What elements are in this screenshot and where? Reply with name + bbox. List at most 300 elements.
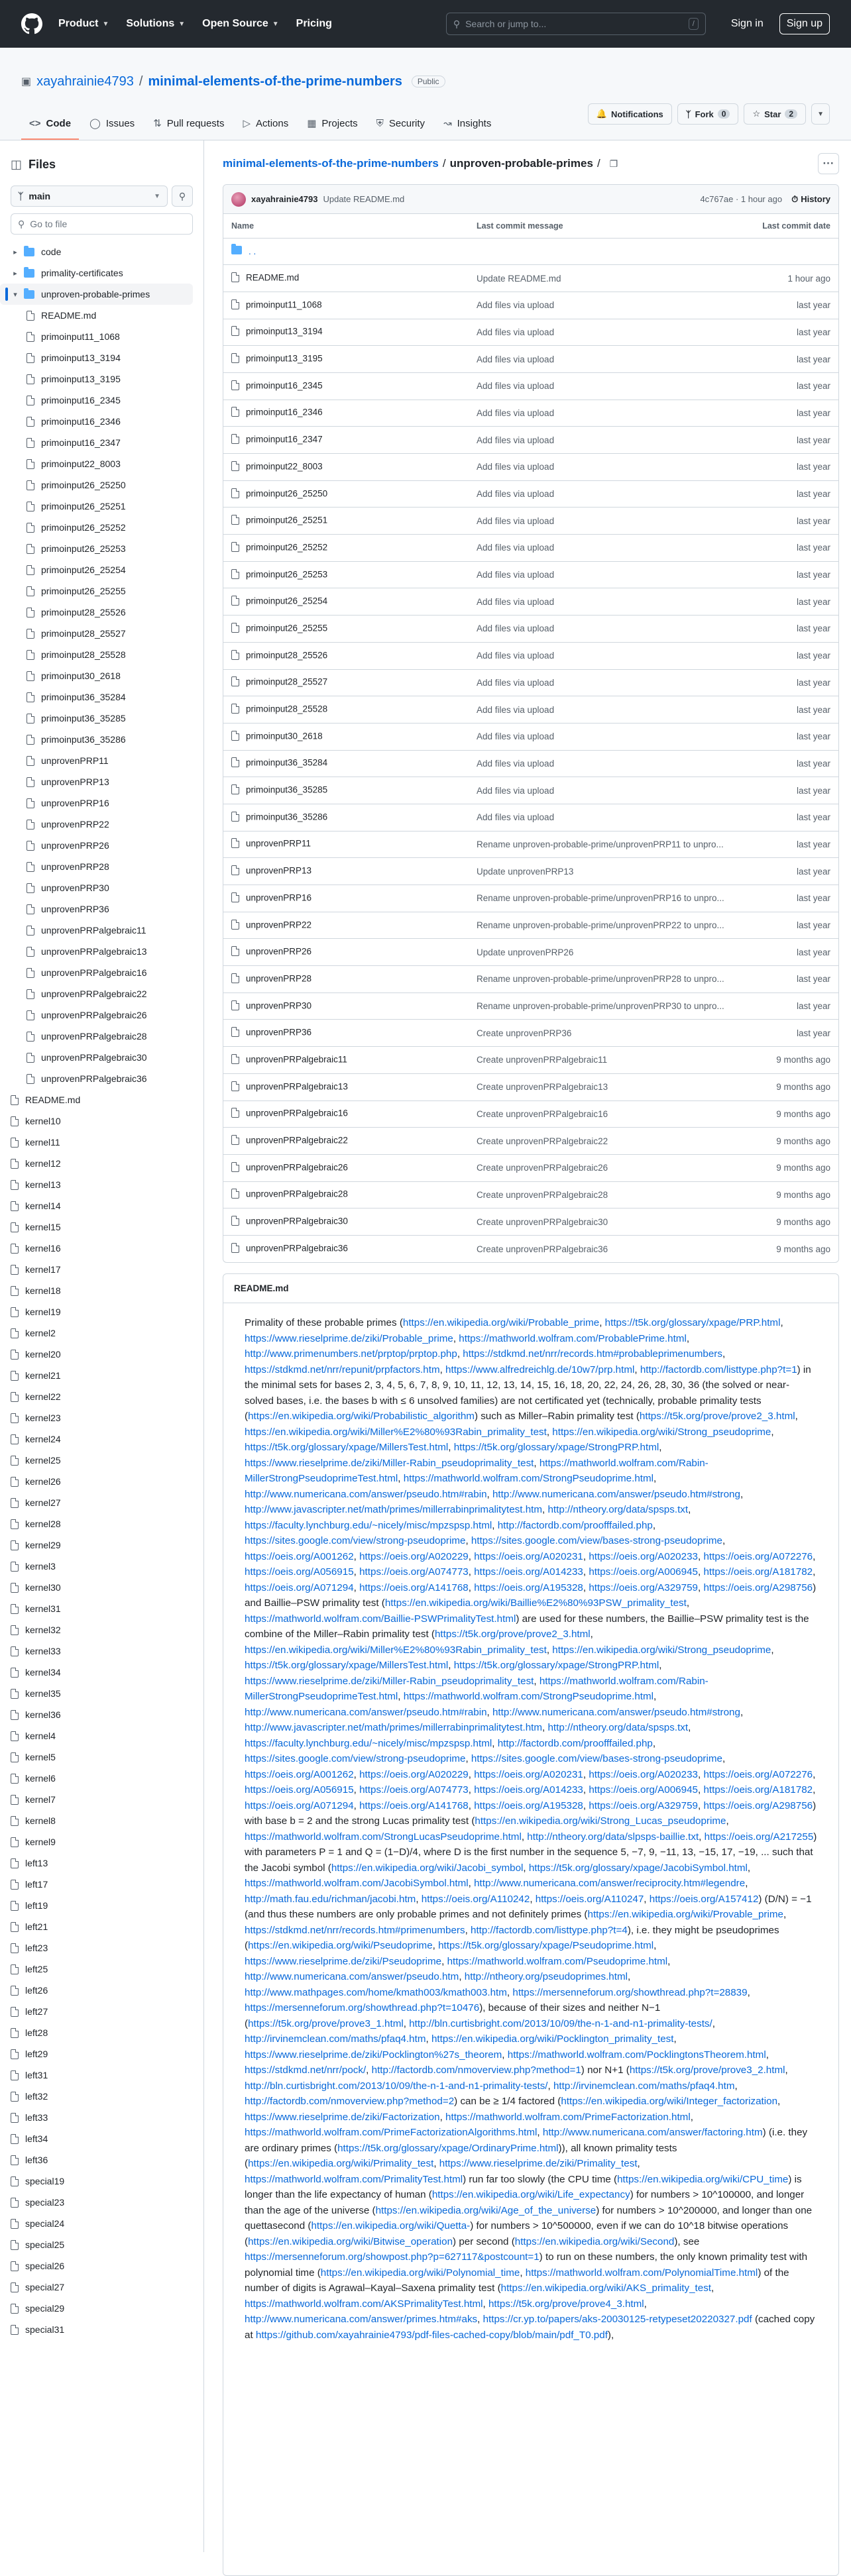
tab-insights[interactable] (435, 109, 499, 140)
commit-message-link[interactable]: Rename unproven-probable-prime/unprovenPRP28 to unpro... (477, 974, 724, 985)
tree-file[interactable] (0, 1047, 193, 1068)
commit-message-link[interactable]: Rename unproven-probable-prime/unprovenPRP16 to unpro... (477, 893, 724, 904)
tree-file[interactable] (0, 1789, 193, 1810)
tree-file[interactable] (0, 920, 193, 941)
tree-file[interactable] (0, 538, 193, 559)
tree-file[interactable] (0, 602, 193, 623)
readme-link[interactable]: https://oeis.org/A056915 (245, 1566, 354, 1578)
readme-link[interactable]: http://www.numericana.com/answer/primes.htm#aks (245, 2314, 478, 2326)
table-row[interactable] (223, 804, 838, 831)
tree-file[interactable] (0, 1068, 193, 1089)
tab-security[interactable] (369, 109, 433, 140)
readme-link[interactable]: https://t5k.org/prove/prove3_1.html (248, 2017, 404, 2029)
commit-message-link[interactable]: Create unprovenPRP36 (477, 1028, 572, 1038)
file-name-link[interactable]: unprovenPRPalgebraic16 (246, 1108, 348, 1118)
readme-link[interactable]: https://en.wikipedia.org/wiki/Probabilistic_algorithm (248, 1411, 475, 1422)
tree-file[interactable] (0, 2107, 193, 2128)
readme-link[interactable]: https://oeis.org/A298756 (703, 1799, 813, 1811)
readme-link[interactable]: https://en.wikipedia.org/wiki/Quetta- (311, 2220, 471, 2232)
tree-file[interactable] (0, 1110, 193, 1132)
readme-link[interactable]: https://oeis.org/A071294 (245, 1582, 354, 1593)
tree-file[interactable] (0, 2149, 193, 2171)
file-name-link[interactable]: primoinput26_25251 (246, 515, 328, 525)
tab-code[interactable] (21, 109, 79, 140)
avatar[interactable] (231, 192, 246, 207)
table-row[interactable] (223, 723, 838, 750)
table-row[interactable] (223, 400, 838, 427)
tree-file[interactable] (0, 2192, 193, 2213)
readme-link[interactable]: https://stdkmd.net/nrr/pock/ (245, 2065, 367, 2076)
readme-link[interactable]: https://en.wikipedia.org/wiki/Pocklington_primality_test (431, 2033, 674, 2045)
readme-link[interactable]: https://t5k.org/glossary/xpage/JacobiSymbol.html (528, 1862, 748, 1874)
commit-message-link[interactable]: Add files via upload (477, 596, 555, 607)
file-name-link[interactable]: primoinput22_8003 (246, 461, 323, 472)
readme-link[interactable]: https://oeis.org/A014233 (474, 1566, 583, 1578)
tree-file[interactable] (0, 580, 193, 602)
tree-file[interactable] (0, 1980, 193, 2001)
table-row[interactable] (223, 292, 838, 319)
file-name-link[interactable]: primoinput36_35286 (246, 812, 328, 822)
nav-pricing[interactable] (296, 18, 332, 30)
tree-file[interactable] (0, 1640, 193, 1662)
commit-message-link[interactable]: Create unprovenPRPalgebraic11 (477, 1055, 608, 1065)
tree-file[interactable] (0, 347, 193, 368)
tree-file[interactable] (0, 1577, 193, 1598)
readme-link[interactable]: https://en.wikipedia.org/wiki/Integer_factorization (561, 2096, 778, 2108)
readme-link[interactable]: https://t5k.org/glossary/xpage/StrongPRP.html (453, 1660, 659, 1672)
commit-message-link[interactable]: Add files via upload (477, 651, 555, 661)
table-row[interactable] (223, 1181, 838, 1208)
file-name-link[interactable]: primoinput26_25252 (246, 542, 328, 553)
readme-link[interactable]: https://www.rieselprime.de/ziki/Pocklington%27s_theorem (245, 2049, 502, 2061)
commit-message-link[interactable]: Add files via upload (477, 515, 555, 526)
commit-message-link[interactable]: Create unprovenPRPalgebraic26 (477, 1163, 608, 1173)
readme-title[interactable]: README.md (234, 1283, 289, 1294)
readme-link[interactable]: https://oeis.org/A110247 (535, 1893, 644, 1905)
commit-message-link[interactable]: Update unprovenPRP26 (477, 947, 574, 957)
tree-file[interactable] (0, 1322, 193, 1344)
tree-file[interactable] (0, 517, 193, 538)
commit-message-link[interactable]: Add files via upload (477, 354, 555, 364)
readme-link[interactable]: https://sites.google.com/view/strong-pseudoprime (245, 1753, 466, 1765)
table-row[interactable] (223, 858, 838, 885)
tree-file[interactable] (0, 941, 193, 962)
readme-link[interactable]: https://www.rieselprime.de/ziki/Miller-Rabin_pseudoprimality_test (245, 1675, 534, 1687)
chevron-down-icon[interactable]: ▾ (13, 290, 17, 299)
table-row[interactable] (223, 831, 838, 858)
fork-button[interactable] (677, 103, 739, 125)
readme-link[interactable]: http://math.fau.edu/richman/jacobi.htm (245, 1893, 416, 1905)
tree-file[interactable] (0, 1874, 193, 1895)
tree-file[interactable] (0, 1683, 193, 1704)
file-name-link[interactable]: unprovenPRPalgebraic36 (246, 1243, 348, 1254)
tree-file[interactable] (0, 1852, 193, 1874)
readme-link[interactable]: https://oeis.org/A298756 (703, 1582, 813, 1593)
file-name-link[interactable]: primoinput36_35284 (246, 757, 328, 768)
tree-file[interactable] (0, 792, 193, 814)
commit-message-link[interactable]: Add files via upload (477, 570, 555, 580)
file-name-link[interactable]: primoinput26_25254 (246, 596, 328, 606)
readme-link[interactable]: http://factordb.com/proofffailed.php (497, 1737, 653, 1749)
readme-link[interactable]: https://stdkmd.net/nrr/repunit/prpfactors.htm (245, 1364, 440, 1375)
star-button[interactable] (744, 103, 806, 125)
tree-file[interactable] (0, 962, 193, 983)
readme-link[interactable]: http://www.primenumbers.net/prptop/prptop.php (245, 1348, 457, 1360)
commit-message-link[interactable]: Add files via upload (477, 758, 555, 769)
global-search-input[interactable] (446, 13, 706, 35)
readme-link[interactable]: https://oeis.org/A020231 (474, 1768, 583, 1780)
table-row[interactable] (223, 1020, 838, 1047)
tree-file[interactable] (0, 1768, 193, 1789)
file-name-link[interactable]: primoinput16_2346 (246, 407, 323, 418)
commit-message-link[interactable]: Add files via upload (477, 462, 555, 472)
readme-link[interactable]: http://www.numericana.com/answer/pseudo.htm#strong (492, 1488, 740, 1500)
readme-link[interactable]: https://mathworld.wolfram.com/PocklingtonsTheorem.html (507, 2049, 766, 2061)
table-row[interactable] (223, 1047, 838, 1074)
readme-link[interactable]: http://www.javascripter.net/math/primes/millerrabinprimalitytest.htm (245, 1504, 543, 1516)
tree-file[interactable] (0, 1810, 193, 1831)
tree-file[interactable] (0, 1556, 193, 1577)
readme-link[interactable]: https://mersenneforum.org/showthread.php?t=28839 (512, 1986, 748, 1998)
file-name-link[interactable]: unprovenPRPalgebraic28 (246, 1189, 348, 1199)
readme-link[interactable]: https://mathworld.wolfram.com/StrongPseudoprime.html (403, 1473, 654, 1485)
commit-message-link[interactable]: Rename unproven-probable-prime/unprovenPRP30 to unpro... (477, 1001, 724, 1012)
table-row[interactable] (223, 966, 838, 993)
readme-link[interactable]: https://t5k.org/glossary/xpage/Pseudoprime.html (438, 1940, 654, 1952)
repo-owner-link[interactable]: xayahrainie4793 (36, 74, 134, 89)
readme-link[interactable]: https://oeis.org/A020229 (359, 1550, 469, 1562)
commit-message-link[interactable]: Create unprovenPRPalgebraic22 (477, 1136, 608, 1146)
breadcrumb-repo-link[interactable]: minimal-elements-of-the-prime-numbers (223, 157, 439, 170)
readme-link[interactable]: http://irvinemclean.com/maths/pfaq4.htm (245, 2033, 426, 2045)
readme-link[interactable]: https://oeis.org/A217255 (704, 1831, 814, 1843)
readme-link[interactable]: https://mathworld.wolfram.com/AKSPrimalityTest.html (245, 2298, 483, 2310)
readme-link[interactable]: https://stdkmd.net/nrr/records.htm#probableprimenumbers (463, 1348, 722, 1360)
readme-link[interactable]: https://oeis.org/A020231 (474, 1550, 583, 1562)
readme-link[interactable]: https://t5k.org/glossary/xpage/OrdinaryPrime.html (337, 2142, 559, 2154)
commit-message-link[interactable]: Add files via upload (477, 704, 555, 715)
table-row[interactable] (223, 750, 838, 777)
readme-link[interactable]: https://mathworld.wolfram.com/PrimalityTest.html (245, 2173, 463, 2185)
readme-link[interactable]: https://en.wikipedia.org/wiki/Primality_test (248, 2158, 434, 2170)
readme-link[interactable]: https://sites.google.com/view/bases-strong-pseudoprime (471, 1753, 722, 1765)
tree-file[interactable] (0, 1534, 193, 1556)
tree-file[interactable] (0, 474, 193, 496)
parent-directory-link[interactable]: . . (249, 246, 256, 257)
tab-actions[interactable] (235, 109, 296, 140)
tree-file[interactable] (0, 2001, 193, 2022)
readme-link[interactable]: https://en.wikipedia.org/wiki/Strong_pseudoprime (552, 1644, 771, 1656)
tree-file[interactable] (0, 686, 193, 708)
tree-file[interactable] (0, 1153, 193, 1174)
tree-file[interactable] (0, 2213, 193, 2234)
readme-link[interactable]: https://oeis.org/A006945 (589, 1784, 698, 1796)
tree-file[interactable] (0, 1428, 193, 1450)
tree-file[interactable] (0, 1132, 193, 1153)
github-logo-icon[interactable] (21, 13, 42, 34)
commit-message-link[interactable]: Rename unproven-probable-prime/unprovenPRP22 to unpro... (477, 920, 724, 931)
readme-link[interactable]: https://en.wikipedia.org/wiki/Jacobi_symbol (331, 1862, 524, 1874)
tree-file[interactable] (0, 390, 193, 411)
table-row[interactable] (223, 993, 838, 1020)
readme-link[interactable]: https://mathworld.wolfram.com/PrimeFactorizationAlgorithms.html (245, 2127, 538, 2139)
file-name-link[interactable]: primoinput26_25250 (246, 488, 328, 499)
file-name-link[interactable]: unprovenPRPalgebraic11 (246, 1054, 347, 1065)
readme-link[interactable]: https://mathworld.wolfram.com/JacobiSymbol.html (245, 1878, 469, 1890)
file-name-link[interactable]: primoinput16_2345 (246, 380, 323, 391)
tree-file[interactable] (0, 1598, 193, 1619)
tree-file[interactable] (0, 2043, 193, 2065)
file-name-link[interactable]: README.md (246, 272, 300, 283)
commit-message-link[interactable]: Create unprovenPRPalgebraic13 (477, 1082, 608, 1093)
readme-link[interactable]: https://oeis.org/A181782 (703, 1784, 813, 1796)
readme-link[interactable]: https://oeis.org/A020229 (359, 1768, 469, 1780)
tree-file[interactable] (0, 496, 193, 517)
tree-file[interactable] (0, 623, 193, 644)
tree-file[interactable] (0, 1195, 193, 1216)
tree-file[interactable] (0, 2065, 193, 2086)
file-name-link[interactable]: primoinput28_25528 (246, 704, 328, 714)
table-row[interactable] (223, 885, 838, 912)
readme-link[interactable]: https://t5k.org/prove/prove2_3.html (434, 1629, 591, 1640)
history-button[interactable] (791, 194, 830, 205)
file-name-link[interactable]: unprovenPRP30 (246, 1000, 312, 1011)
readme-link[interactable]: https://mathworld.wolfram.com/Pseudoprime.html (447, 1955, 668, 1967)
tree-file[interactable] (0, 1916, 193, 1937)
tree-file[interactable] (0, 750, 193, 771)
tree-file[interactable] (0, 1471, 193, 1492)
tab-projects[interactable] (299, 109, 365, 140)
commit-message-link[interactable]: Add files via upload (477, 731, 555, 742)
tree-file[interactable] (0, 2128, 193, 2149)
readme-link[interactable]: https://t5k.org/glossary/xpage/MillersTest.html (245, 1442, 449, 1454)
tree-file[interactable] (0, 368, 193, 390)
tree-file[interactable] (0, 1937, 193, 1959)
readme-link[interactable]: https://www.rieselprime.de/ziki/Miller-Rabin_pseudoprimality_test (245, 1457, 534, 1469)
tree-file[interactable] (0, 411, 193, 432)
tree-file[interactable] (0, 1259, 193, 1280)
readme-link[interactable]: https://oeis.org/A181782 (703, 1566, 813, 1578)
tree-file[interactable] (0, 708, 193, 729)
readme-link[interactable]: http://www.numericana.com/answer/pseudo.htm#strong (492, 1706, 740, 1718)
readme-link[interactable]: https://mathworld.wolfram.com/PolynomialTime.html (525, 2267, 758, 2279)
file-name-link[interactable]: unprovenPRP28 (246, 973, 312, 984)
table-row[interactable] (223, 1100, 838, 1128)
file-name-link[interactable]: unprovenPRP22 (246, 920, 312, 930)
commit-message-link[interactable]: Rename unproven-probable-prime/unprovenPRP11 to unpro... (477, 839, 724, 849)
star-dropdown-button[interactable] (811, 103, 830, 125)
tree-file[interactable] (0, 1301, 193, 1322)
tree-file[interactable] (0, 835, 193, 856)
readme-link[interactable]: http://www.numericana.com/answer/pseudo.htm#rabin (245, 1706, 487, 1718)
tree-file[interactable] (0, 814, 193, 835)
tree-file[interactable] (0, 856, 193, 877)
tree-file[interactable] (0, 1365, 193, 1386)
readme-link[interactable]: http://factordb.com/nmoverview.php?method=1 (371, 2065, 581, 2076)
commit-message-link[interactable]: Create unprovenPRPalgebraic16 (477, 1108, 608, 1119)
tree-file[interactable] (0, 2319, 193, 2340)
readme-link[interactable]: https://mersenneforum.org/showpost.php?p=627117&postcount=1 (245, 2251, 539, 2263)
readme-link[interactable]: https://t5k.org/prove/prove3_2.html (629, 2065, 785, 2076)
table-row[interactable] (223, 642, 838, 669)
file-name-link[interactable]: unprovenPRP13 (246, 865, 312, 876)
tree-file[interactable] (0, 2234, 193, 2255)
readme-link[interactable]: https://oeis.org/A001262 (245, 1768, 354, 1780)
tree-file[interactable] (0, 1216, 193, 1238)
tree-file[interactable] (0, 1831, 193, 1852)
tree-file[interactable] (0, 1450, 193, 1471)
tree-folder[interactable] (0, 284, 193, 305)
readme-link[interactable]: http://bln.curtisbright.com/2013/10/09/the-n-1-and-n1-primality-tests/ (409, 2017, 712, 2029)
file-name-link[interactable]: unprovenPRP16 (246, 892, 312, 903)
commit-message-link[interactable]: Add files via upload (477, 623, 555, 634)
readme-link[interactable]: https://en.wikipedia.org/wiki/Life_expectancy (431, 2189, 630, 2201)
file-name-link[interactable]: primoinput36_35285 (246, 784, 328, 795)
tree-folder[interactable] (0, 241, 193, 262)
readme-link[interactable]: http://ntheory.org/data/spsps.txt (547, 1722, 689, 1734)
commit-message-link[interactable]: Update README.md (477, 273, 561, 284)
readme-link[interactable]: https://en.wikipedia.org/wiki/Pseudoprime (248, 1940, 433, 1952)
readme-link[interactable]: http://ntheory.org/pseudoprimes.html (464, 1971, 628, 1983)
readme-link[interactable]: https://oeis.org/A141768 (359, 1799, 469, 1811)
chevron-right-icon[interactable]: ▸ (13, 269, 17, 278)
tab-issues[interactable] (82, 109, 142, 140)
table-row[interactable] (223, 1154, 838, 1181)
readme-link[interactable]: https://oeis.org/A329759 (589, 1582, 698, 1593)
file-name-link[interactable]: primoinput28_25526 (246, 650, 328, 661)
readme-link[interactable]: https://www.alfredreichlg.de/10w7/prp.html (445, 1364, 635, 1375)
tree-file[interactable] (0, 432, 193, 453)
nav-product[interactable] (58, 18, 109, 30)
tree-file[interactable] (0, 665, 193, 686)
readme-link[interactable]: https://www.rieselprime.de/ziki/Factorization (245, 2111, 440, 2123)
readme-link[interactable]: https://oeis.org/A001262 (245, 1550, 354, 1562)
readme-link[interactable]: https://github.com/xayahrainie4793/pdf-files-cached-copy/blob/main/pdf_T0.pdf (255, 2329, 608, 2341)
readme-link[interactable]: http://www.javascripter.net/math/primes/millerrabinprimalitytest.htm (245, 1722, 543, 1734)
table-row[interactable] (223, 508, 838, 535)
readme-link[interactable]: http://www.mathpages.com/home/kmath003/kmath003.htm (245, 1986, 507, 1998)
readme-link[interactable]: https://en.wikipedia.org/wiki/Strong_pseudoprime (552, 1426, 771, 1438)
tree-file[interactable] (0, 326, 193, 347)
readme-link[interactable]: https://mathworld.wolfram.com/StrongLucasPseudoprime.html (245, 1831, 522, 1843)
readme-link[interactable]: https://oeis.org/A006945 (589, 1566, 698, 1578)
readme-link[interactable]: http://ntheory.org/data/slpsps-baillie.txt (527, 1831, 699, 1843)
readme-link[interactable]: http://ntheory.org/data/spsps.txt (547, 1504, 689, 1516)
commit-message-link[interactable]: Update unprovenPRP13 (477, 866, 574, 877)
readme-link[interactable]: https://oeis.org/A072276 (703, 1550, 813, 1562)
readme-link[interactable]: https://www.rieselprime.de/ziki/Pseudoprime (245, 1955, 442, 1967)
nav-open-source[interactable] (202, 18, 278, 30)
table-row[interactable] (223, 588, 838, 616)
tree-file[interactable] (0, 1619, 193, 1640)
readme-link[interactable]: https://oeis.org/A141768 (359, 1582, 469, 1593)
tree-file[interactable] (0, 2255, 193, 2277)
tree-file[interactable] (0, 1026, 193, 1047)
nav-solutions[interactable] (126, 18, 185, 30)
readme-link[interactable]: https://en.wikipedia.org/wiki/Bitwise_operation (248, 2235, 453, 2247)
commit-message[interactable]: Update README.md (323, 194, 405, 204)
tree-file[interactable] (0, 1238, 193, 1259)
tree-file[interactable] (0, 1174, 193, 1195)
tree-file[interactable] (0, 2171, 193, 2192)
readme-link[interactable]: https://oeis.org/A071294 (245, 1799, 354, 1811)
tree-file[interactable] (0, 2298, 193, 2319)
copy-path-icon[interactable]: ❐ (609, 158, 618, 169)
table-row[interactable] (223, 372, 838, 400)
tree-file[interactable] (0, 1407, 193, 1428)
readme-link[interactable]: https://sites.google.com/view/strong-pseudoprime (245, 1535, 466, 1547)
readme-link[interactable]: https://faculty.lynchburg.edu/~nicely/misc/mpzspsp.html (245, 1519, 492, 1531)
table-row[interactable] (223, 696, 838, 724)
readme-link[interactable]: https://oeis.org/A014233 (474, 1784, 583, 1796)
readme-link[interactable]: http://factordb.com/proofffailed.php (497, 1519, 653, 1531)
readme-link[interactable]: http://factordb.com/listtype.php?t=1 (640, 1364, 797, 1375)
readme-link[interactable]: http://www.numericana.com/answer/pseudo.htm (245, 1971, 459, 1983)
commit-message-link[interactable]: Add files via upload (477, 489, 555, 500)
tree-file[interactable] (0, 1280, 193, 1301)
readme-link[interactable]: https://en.wikipedia.org/wiki/Age_of_the_universe (375, 2204, 596, 2216)
tree-file[interactable] (0, 983, 193, 1004)
tree-file[interactable] (0, 1386, 193, 1407)
tree-file[interactable] (0, 1725, 193, 1746)
readme-link[interactable]: https://t5k.org/prove/prove4_3.html (488, 2298, 644, 2310)
table-row[interactable] (223, 1073, 838, 1100)
readme-link[interactable]: http://bln.curtisbright.com/2013/10/09/the-n-1-and-n1-primality-tests/ (245, 2080, 548, 2092)
tree-file[interactable] (0, 1895, 193, 1916)
table-row[interactable] (223, 480, 838, 508)
readme-link[interactable]: https://oeis.org/A072276 (703, 1768, 813, 1780)
table-row[interactable] (223, 265, 838, 292)
file-name-link[interactable]: primoinput13_3194 (246, 326, 323, 337)
readme-link[interactable]: http://www.numericana.com/answer/factoring.htm (542, 2127, 763, 2139)
readme-link[interactable]: https://cr.yp.to/papers/aks-20030125-retypeset20220327.pdf (482, 2314, 752, 2326)
readme-link[interactable]: https://t5k.org/glossary/xpage/PRP.html (604, 1317, 781, 1329)
readme-link[interactable]: https://oeis.org/A195328 (474, 1799, 583, 1811)
table-row[interactable] (223, 535, 838, 562)
go-to-file-input[interactable] (11, 213, 193, 235)
readme-link[interactable]: https://mathworld.wolfram.com/Rabin-MillerStrongPseudoprimeTest.html (245, 1675, 709, 1703)
readme-link[interactable]: http://factordb.com/nmoverview.php?method=2 (245, 2096, 455, 2108)
tree-file[interactable] (0, 1704, 193, 1725)
commit-message-link[interactable]: Add files via upload (477, 407, 555, 418)
notifications-button[interactable] (588, 103, 672, 125)
readme-link[interactable]: http://irvinemclean.com/maths/pfaq4.htm (553, 2080, 735, 2092)
tree-file[interactable] (0, 2277, 193, 2298)
table-row[interactable] (223, 454, 838, 481)
readme-link[interactable]: https://en.wikipedia.org/wiki/Baillie%E2%80%93PSW_primality_test (384, 1597, 687, 1609)
commit-message-link[interactable]: Create unprovenPRPalgebraic28 (477, 1189, 608, 1200)
tree-file[interactable] (0, 729, 193, 750)
readme-link[interactable]: https://oeis.org/A074773 (359, 1566, 469, 1578)
tree-file[interactable] (0, 559, 193, 580)
commit-message-link[interactable]: Add files via upload (477, 812, 555, 823)
table-row[interactable] (223, 561, 838, 588)
file-name-link[interactable]: unprovenPRPalgebraic22 (246, 1135, 348, 1146)
tree-file[interactable] (0, 877, 193, 898)
file-name-link[interactable]: primoinput26_25255 (246, 623, 328, 633)
file-name-link[interactable]: unprovenPRPalgebraic13 (246, 1081, 348, 1092)
readme-link[interactable]: https://oeis.org/A074773 (359, 1784, 469, 1796)
parent-directory-row[interactable] (223, 238, 838, 265)
readme-link[interactable]: https://t5k.org/prove/prove2_3.html (639, 1411, 795, 1422)
readme-link[interactable]: http://www.numericana.com/answer/pseudo.htm#rabin (245, 1488, 487, 1500)
file-name-link[interactable]: unprovenPRP26 (246, 946, 312, 957)
readme-link[interactable]: https://en.wikipedia.org/wiki/Strong_Lucas_pseudoprime (475, 1815, 726, 1827)
table-row[interactable] (223, 427, 838, 454)
tree-file[interactable] (0, 1492, 193, 1513)
readme-link[interactable]: https://oeis.org/A157412 (649, 1893, 759, 1905)
readme-link[interactable]: https://mersenneforum.org/showthread.php?t=10476 (245, 2002, 480, 2014)
